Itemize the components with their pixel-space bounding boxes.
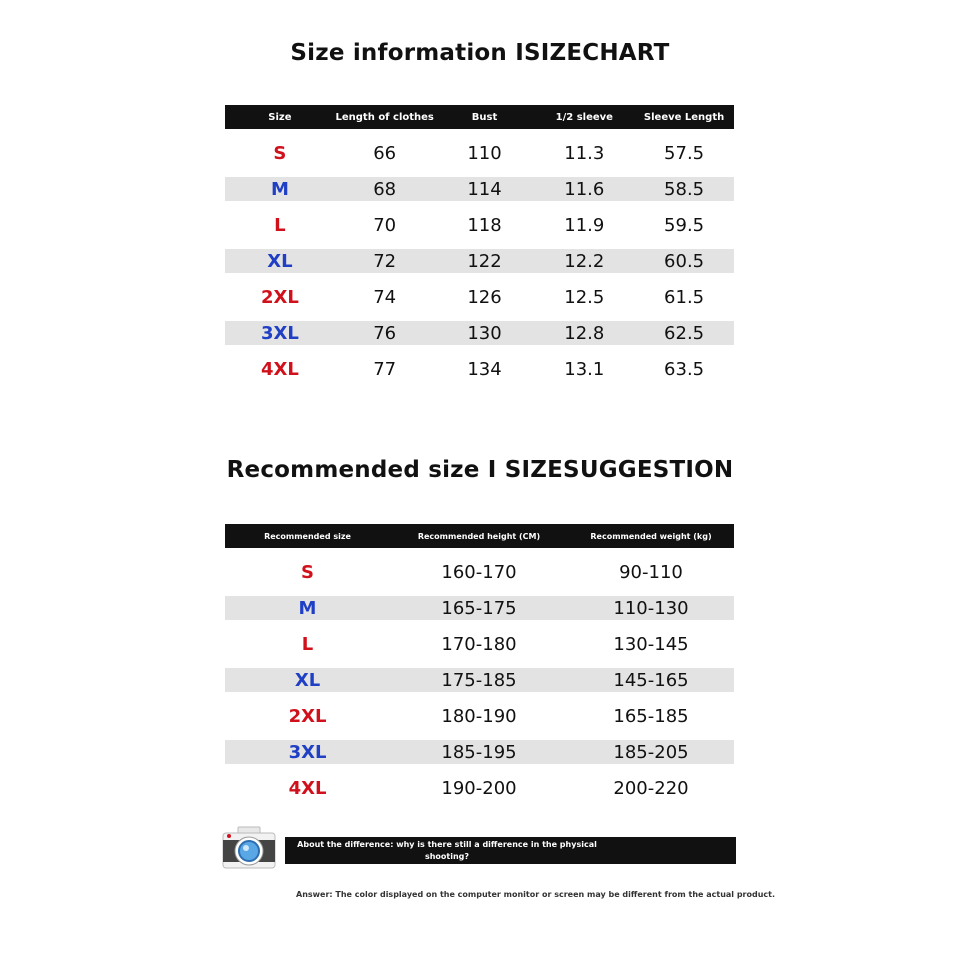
half-sleeve-value: 13.1 xyxy=(564,358,605,380)
size-label: L xyxy=(301,633,314,655)
weight-value: 130-145 xyxy=(613,633,689,655)
suggestion-title: Recommended size I SIZESUGGESTION xyxy=(226,457,734,483)
length-value: 74 xyxy=(373,286,397,308)
table-row xyxy=(225,141,734,165)
height-value: 160-170 xyxy=(441,561,517,583)
sleeve-length-value: 63.5 xyxy=(664,358,705,380)
header-bust: Bust xyxy=(471,111,498,123)
size-label: 2XL xyxy=(288,705,327,727)
length-value: 72 xyxy=(373,250,397,272)
weight-value: 165-185 xyxy=(613,705,689,727)
size-label: S xyxy=(301,561,314,583)
header-sleeve-length: Sleeve Length xyxy=(643,111,725,123)
size-label: M xyxy=(270,178,289,200)
length-value: 66 xyxy=(373,142,397,164)
weight-value: 185-205 xyxy=(613,741,689,763)
half-sleeve-value: 11.3 xyxy=(564,142,605,164)
size-label: S xyxy=(273,142,287,164)
half-sleeve-value: 11.9 xyxy=(564,214,605,236)
size-label: L xyxy=(274,214,286,236)
size-label: 4XL xyxy=(260,358,299,380)
half-sleeve-value: 12.8 xyxy=(564,322,605,344)
header-recommended-weight: Recommended weight (kg) xyxy=(590,531,712,541)
table-row xyxy=(225,560,734,584)
size-chart-table xyxy=(225,105,734,381)
length-value: 77 xyxy=(373,358,397,380)
half-sleeve-value: 11.6 xyxy=(564,178,605,200)
bust-value: 114 xyxy=(467,178,502,200)
size-label: XL xyxy=(267,250,293,272)
sleeve-length-value: 58.5 xyxy=(664,178,705,200)
note-answer: Answer: The color displayed on the computer monitor or screen may be different from the actual product. xyxy=(296,890,776,899)
length-value: 70 xyxy=(373,214,397,236)
table-row xyxy=(225,668,734,692)
table-row xyxy=(225,177,734,201)
height-value: 165-175 xyxy=(441,597,517,619)
suggestion-header xyxy=(225,524,734,548)
table-row xyxy=(225,213,734,237)
bust-value: 130 xyxy=(467,322,502,344)
bust-value: 110 xyxy=(467,142,502,164)
weight-value: 90-110 xyxy=(619,561,683,583)
table-row xyxy=(225,249,734,273)
height-value: 180-190 xyxy=(441,705,517,727)
size-label: 4XL xyxy=(288,777,327,799)
size-label: XL xyxy=(294,669,321,691)
size-chart-header xyxy=(225,105,734,129)
camera-icon xyxy=(222,826,276,870)
size-label: 3XL xyxy=(288,741,327,763)
bust-value: 118 xyxy=(467,214,502,236)
note-question-bar xyxy=(285,837,736,864)
height-value: 185-195 xyxy=(441,741,517,763)
table-row xyxy=(225,285,734,309)
weight-value: 145-165 xyxy=(613,669,689,691)
table-row xyxy=(225,321,734,345)
size-label: 3XL xyxy=(260,322,299,344)
note-question: About the difference: why is there still a difference in the physical shooting? xyxy=(297,840,597,861)
table-row xyxy=(225,776,734,800)
weight-value: 110-130 xyxy=(613,597,689,619)
table-row xyxy=(225,632,734,656)
half-sleeve-value: 12.5 xyxy=(564,286,605,308)
sleeve-length-value: 60.5 xyxy=(664,250,705,272)
suggestion-table xyxy=(225,524,734,800)
size-chart-title: Size information ISIZECHART xyxy=(290,40,670,66)
sleeve-length-value: 61.5 xyxy=(664,286,705,308)
header-recommended-height: Recommended height (CM) xyxy=(417,531,541,541)
bust-value: 134 xyxy=(467,358,502,380)
half-sleeve-value: 12.2 xyxy=(564,250,605,272)
bust-value: 122 xyxy=(467,250,502,272)
table-row xyxy=(225,596,734,620)
weight-value: 200-220 xyxy=(613,777,689,799)
header-size: Size xyxy=(268,111,292,123)
bust-value: 126 xyxy=(467,286,502,308)
size-label: M xyxy=(298,597,317,619)
table-row xyxy=(225,704,734,728)
header-recommended-size: Recommended size xyxy=(264,531,351,541)
table-row xyxy=(225,357,734,381)
sleeve-length-value: 62.5 xyxy=(664,322,705,344)
height-value: 170-180 xyxy=(441,633,517,655)
size-label: 2XL xyxy=(260,286,299,308)
sleeve-length-value: 59.5 xyxy=(664,214,705,236)
height-value: 190-200 xyxy=(441,777,517,799)
sleeve-length-value: 57.5 xyxy=(664,142,705,164)
header-length: Length of clothes xyxy=(335,111,434,123)
length-value: 68 xyxy=(373,178,397,200)
height-value: 175-185 xyxy=(441,669,517,691)
length-value: 76 xyxy=(373,322,397,344)
table-row xyxy=(225,740,734,764)
header-half-sleeve: 1/2 sleeve xyxy=(555,111,613,123)
